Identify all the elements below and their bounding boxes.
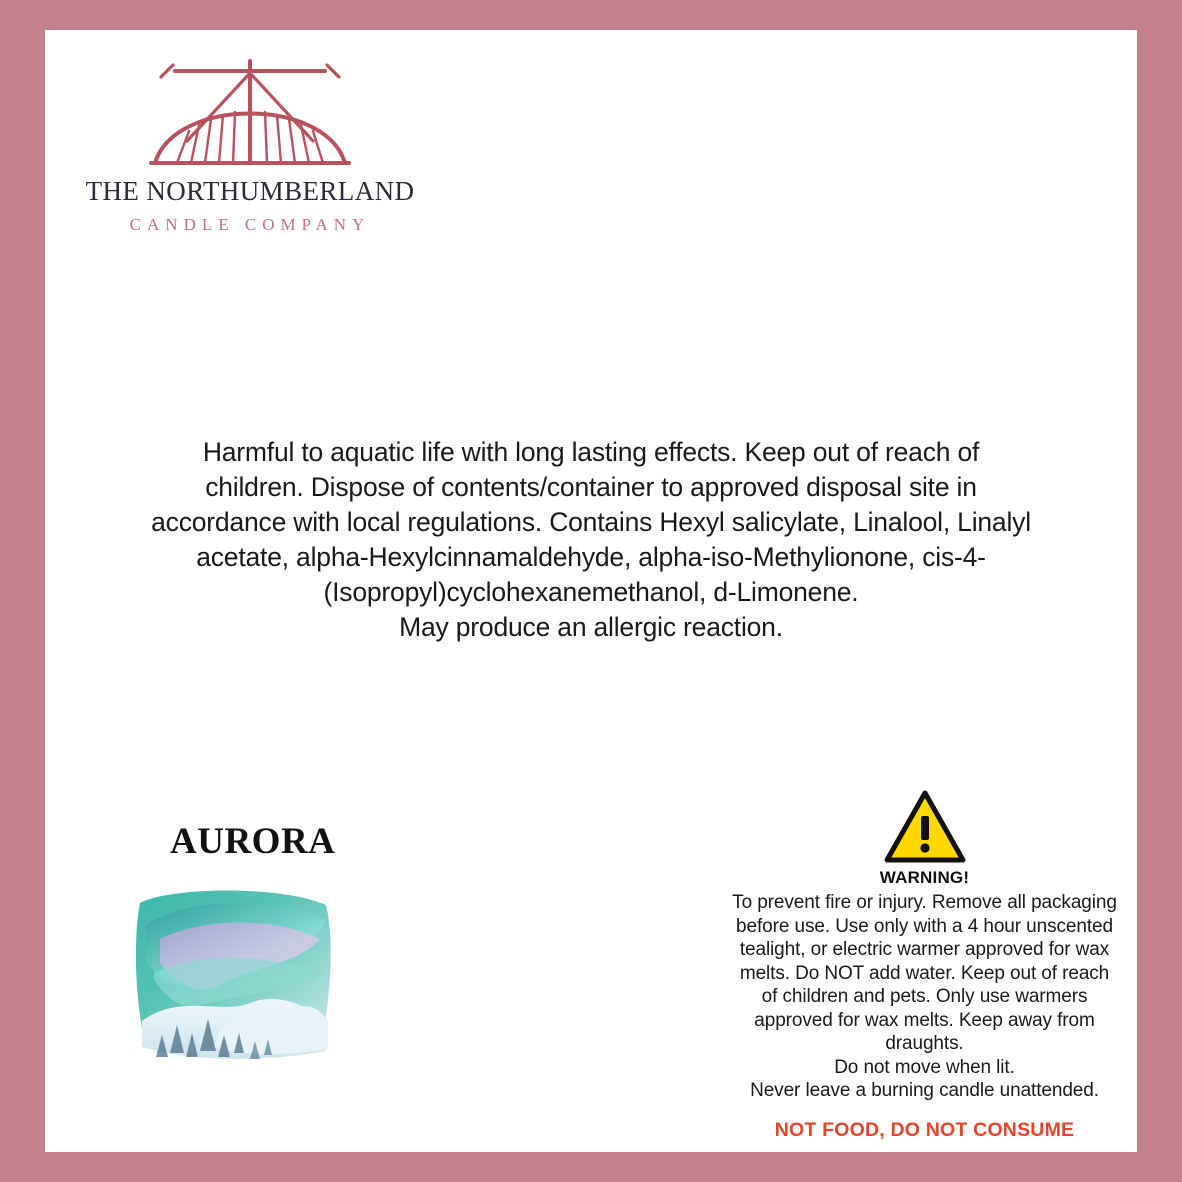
brand-block bbox=[60, 45, 440, 235]
safety-instructions bbox=[732, 891, 1117, 1103]
warning-title: WARNING! bbox=[879, 868, 970, 887]
hazard-statement bbox=[151, 435, 1031, 645]
safety-block bbox=[732, 790, 1117, 1142]
warning-triangle-icon bbox=[884, 790, 966, 864]
safety-body-line-3: Never leave a burning candle unattended. bbox=[750, 1080, 1099, 1101]
safety-body: To prevent fire or injury. Remove all packaging before use. Use only with a 4 hour unscented tealight, or electric warmer approved for wax melts. Do NOT add water. Keep out of reach of children and pets. Only use warmers approved for wax melts. Keep away from draughts. bbox=[732, 892, 1117, 1054]
aurora-landscape-illustration bbox=[130, 881, 340, 1091]
brand-subtitle: CANDLE COMPANY bbox=[129, 215, 371, 234]
fragrance-name: AURORA bbox=[170, 821, 336, 862]
bridge-logo-icon bbox=[135, 45, 365, 170]
brand-name: THE NORTHUMBERLAND bbox=[85, 176, 415, 206]
hazard-paragraph: Harmful to aquatic life with long lasting effects. Keep out of reach of children. Dispose of contents/container to approved disposal site in accordance with local regulations. Contains Hexyl salicylate, Linalool, Linalyl acetate, alpha-Hexylcinnamaldehyde, alpha-iso-Methylionone, cis-4-(Isopropyl)cyclohexanemethanol, d-Limonene. bbox=[151, 437, 1031, 607]
label-card bbox=[45, 30, 1137, 1152]
fragrance-block bbox=[130, 820, 420, 1091]
not-food-warning: NOT FOOD, DO NOT CONSUME bbox=[774, 1118, 1075, 1141]
allergic-reaction-line: May produce an allergic reaction. bbox=[399, 612, 783, 642]
safety-body-line-2: Do not move when lit. bbox=[834, 1056, 1015, 1078]
